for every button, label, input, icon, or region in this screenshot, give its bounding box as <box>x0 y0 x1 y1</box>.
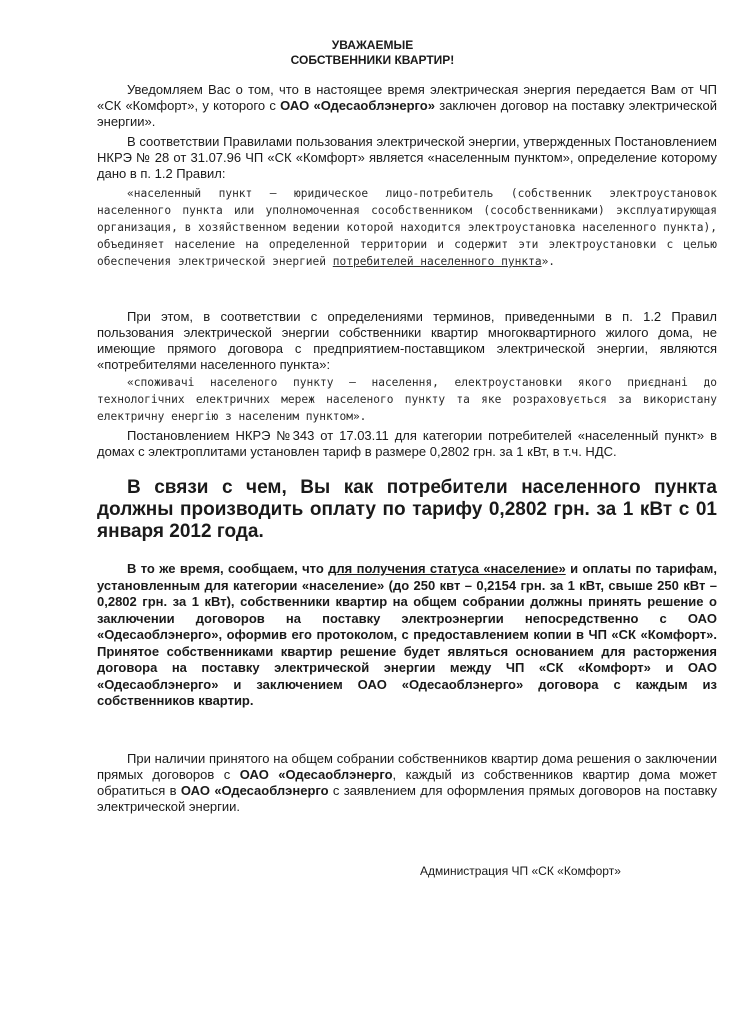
underlined-status: для получения статуса «население» <box>328 561 566 576</box>
underlined-consumers: потребителей населенного пункта <box>332 255 542 268</box>
paragraph-status-info: В то же время, сообщаем, что для получения статуса «население» и оплаты по тарифам, установленным для категории «население» (до 250 квт – 0,2154 грн. за 1 кВт, свыше 250 кВт – 0,2802 грн. за 1 кВт), собственники квартир на общем собрании должны принять решение о заключении договоров на поставку электроэнергии непосредственно с ОАО «Одесаоблэнерго», оформив его протоколом, с предоставлением копии в ЧП «СК «Комфорт». Принятое собственниками квартир решение будет являться основанием для расторжения договора на поставку электрической энергии между ЧП «СК «Комфорт» и ОАО «Одесаоблэнерго» и заключением ОАО «Одесаоблэнерго» договора с каждым из собственников квартир. <box>97 561 717 708</box>
paragraph-tariff: Постановлением НКРЭ №343 от 17.03.11 для категории потребителей «населенный пункт» в домах с электроплитами установлен тариф в размере 0,2802 грн. за 1 кВт, в т.ч. НДС. <box>97 428 717 459</box>
paragraph-direct-contracts: При наличии принятого на общем собрании собственников квартир дома решения о заключении прямых договоров с ОАО «Одесаоблэнерго, каждый из собственников квартир дома может обратиться в ОАО «Одесаоблэнерго с заявлением для оформления прямых договоров на поставку электрической энергии. <box>97 751 718 814</box>
notice-title <box>0 38 745 68</box>
paragraph-terms: При этом, в соответствии с определениями терминов, приведенными в п. 1.2 Правил пользования электрической энергии собственники квартир многоквартирного жилого дома, не имеющие прямого договора с предприятием-поставщиком электрической энергии, являются «потребителями населенного пункта»: <box>97 309 717 372</box>
title-line-1: УВАЖАЕМЫЕ <box>331 38 414 52</box>
title-line-2: СОБСТВЕННИКИ КВАРТИР! <box>290 53 455 67</box>
company-name-bold: ОАО «Одесаоблэнерго» <box>280 98 435 113</box>
paragraph-notification: Уведомляем Вас о том, что в настоящее время электрическая энергия передается Вам от ЧП «СК «Комфорт», у которого с ОАО «Одесаоблэнерго» заключен договор на поставку электрической энергии». <box>97 82 717 129</box>
quote-definition-ru: «населенный пункт – юридическое лицо-потребитель (собственник электроустановок населенного пункта или уполномоченная сособственником (сособственниками) эксплуатирующая организация, в хозяйственном ведении которой находится электроустановка населенного пункта), объединяет население на определенной территории и содержит эти электроустановки с целью обеспечения электрической энергией потребителей населенного пункта». <box>97 187 717 268</box>
quote-definition-ua: «споживачі населеного пункту – населення, електроустановки якого приєднані до технологічних електричних мереж населеного пункту та яке розраховується за використану електричну енергію з населеним пунктом». <box>97 376 717 423</box>
highlight-tariff-statement: В связи с чем, Вы как потребители населенного пункта должны производить оплату по тарифу 0,2802 грн. за 1 кВт с 01 января 2012 года. <box>97 477 717 542</box>
signature-administration: Администрация ЧП «СК «Комфорт» <box>420 864 621 878</box>
paragraph-rules: В соответствии Правилами пользования электрической энергии, утвержденных Постановлением НКРЭ № 28 от 31.07.96 ЧП «СК «Комфорт» является «населенным пунктом», определение которому дано в п. 1.2 Правил: <box>97 134 717 181</box>
